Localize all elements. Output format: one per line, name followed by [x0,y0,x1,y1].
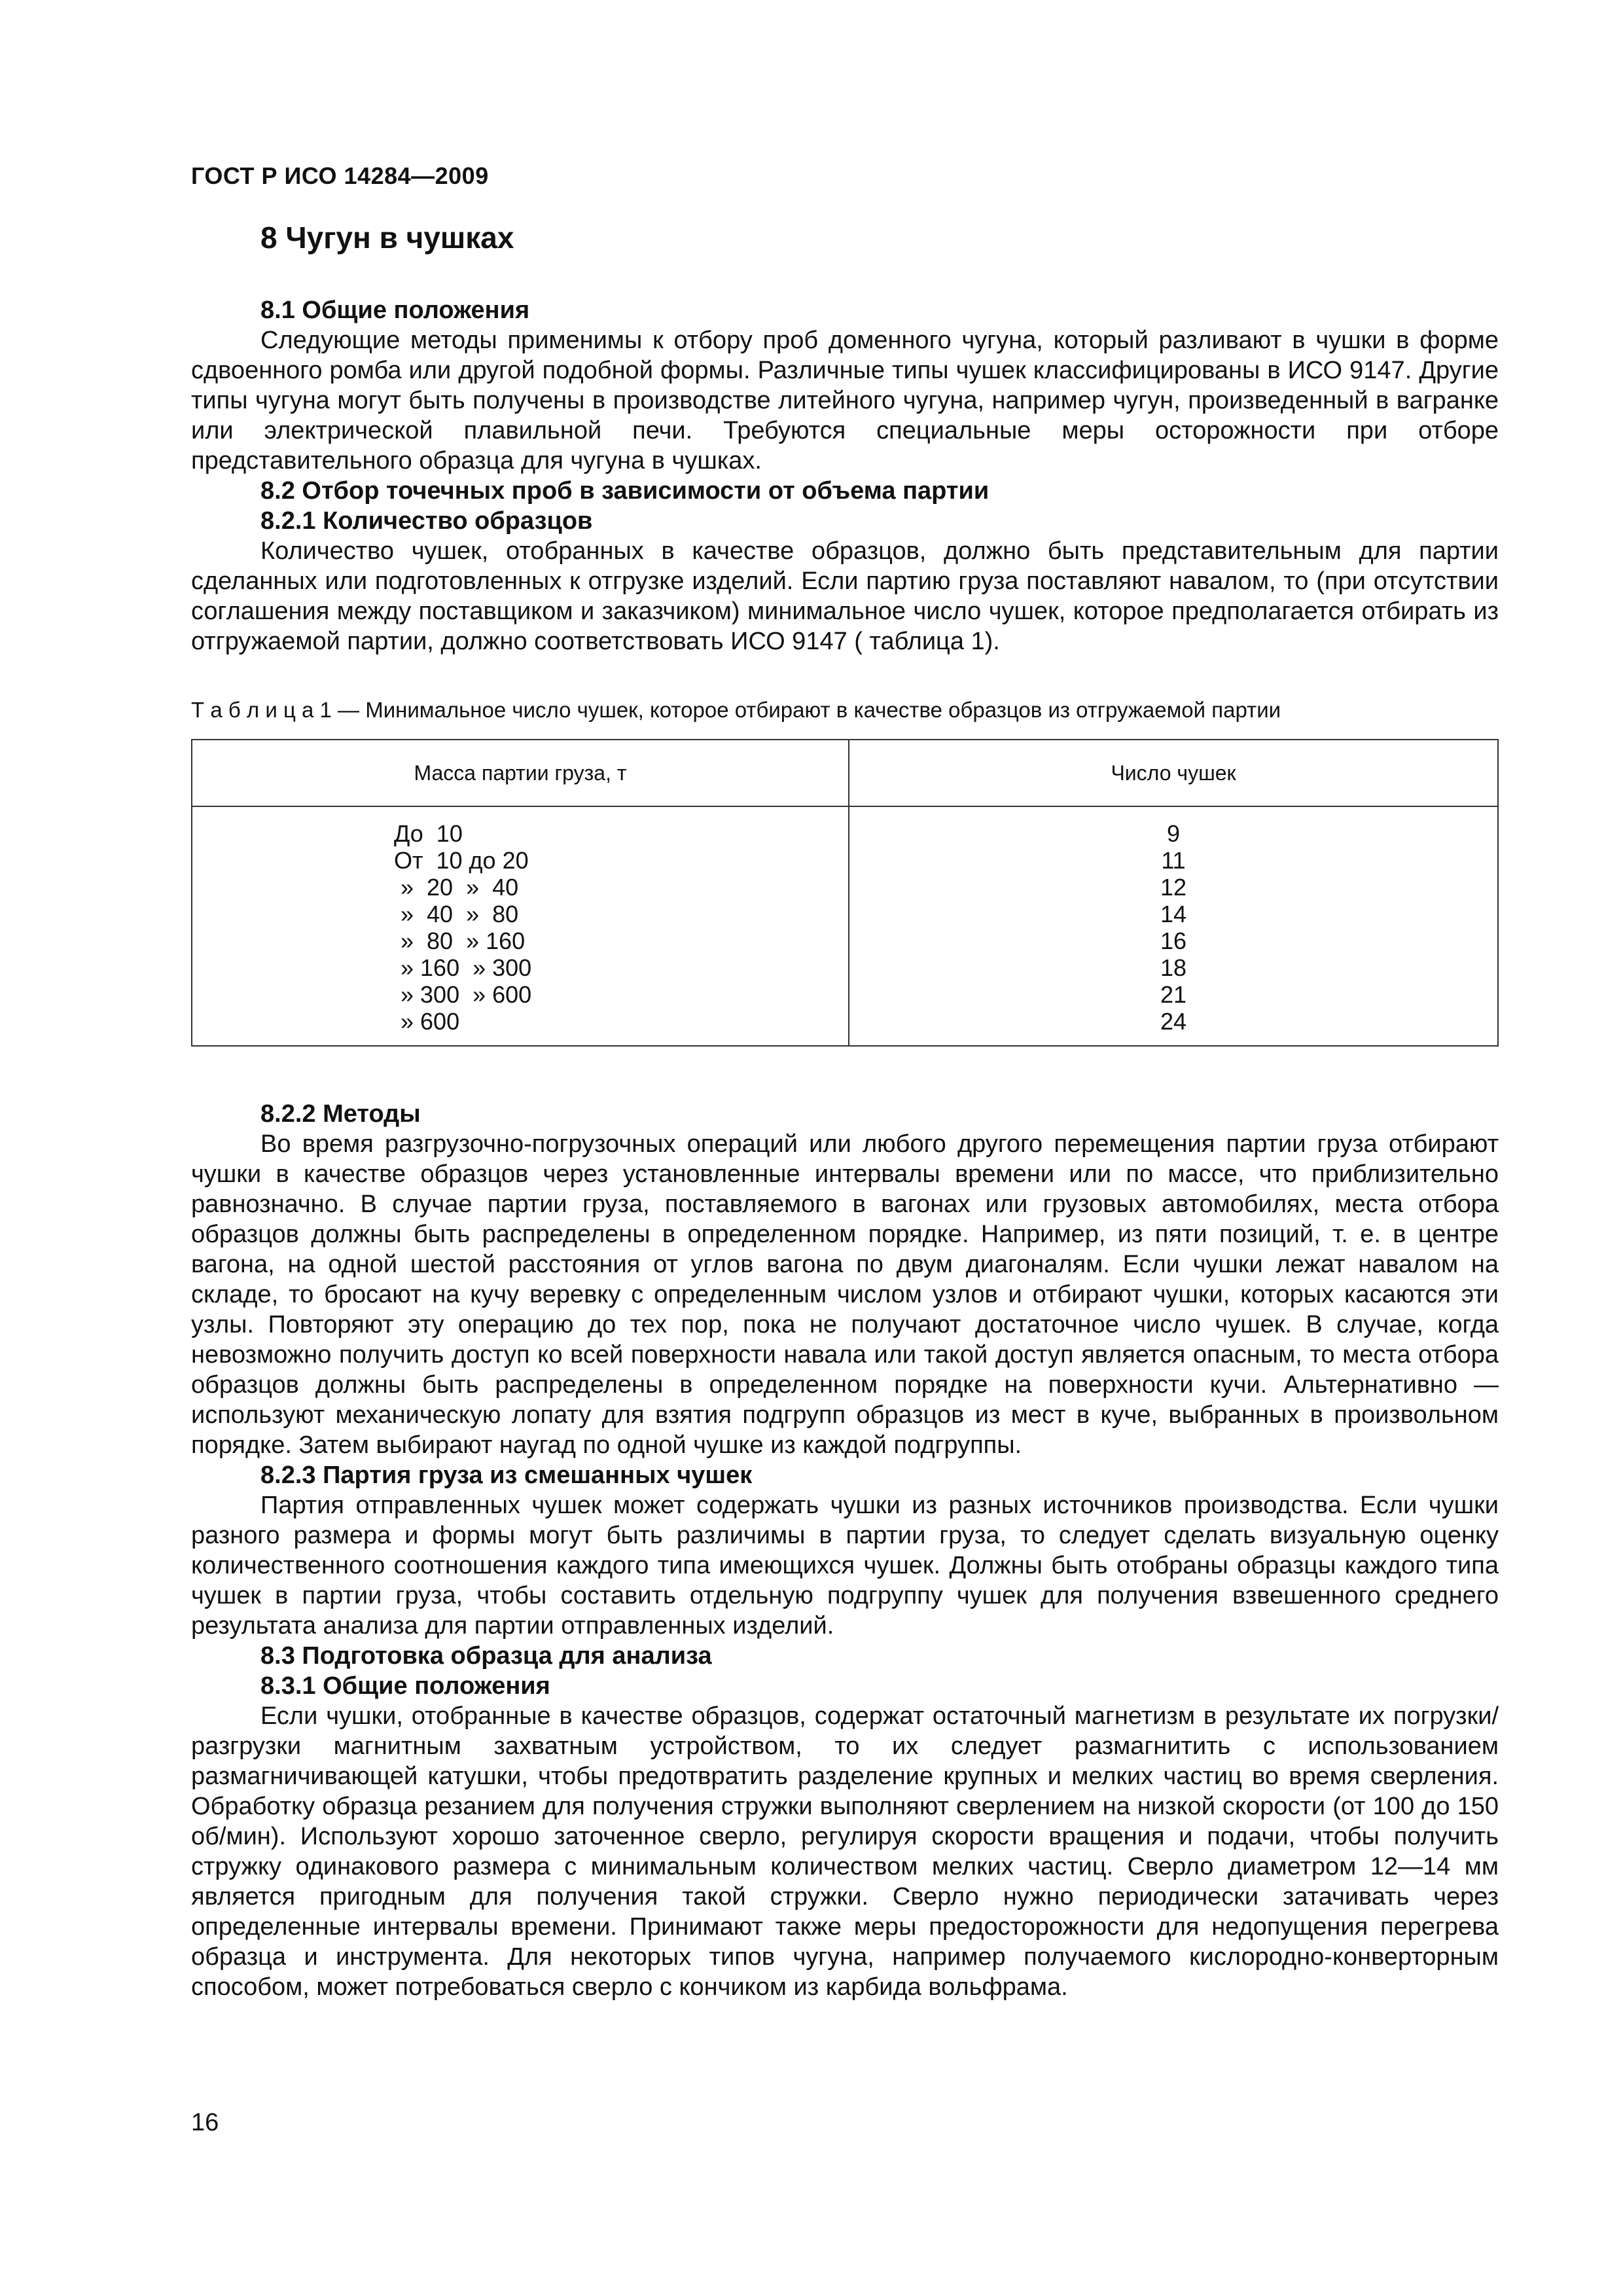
paragraph-8-2-3: Партия отправленных чушек может содержать чушки из разных источников производства. Если чушки разного размера и формы могут быть различимы в партии груза, то следует сделать визуальную оценку количественного соотношения каждого типа имеющихся чушек. Должны быть отобраны образцы каждого типа чушек в партии груза, чтобы составить отдельную подгруппу чушек для получения взвешенного среднего результата анализа для партии отправленных изделий. [191,1492,1499,1640]
column-header-mass: Масса партии груза, т [192,740,849,806]
column-header-count: Число чушек [849,740,1498,806]
heading-8-3: 8.3 Подготовка образца для анализа [260,1642,712,1670]
heading-8-2-1: 8.2.1 Количество образцов [260,507,593,535]
document-code: ГОСТ Р ИСО 14284—2009 [191,162,489,189]
section-title: 8 Чугун в чушках [260,221,514,255]
mass-cell: » 600 [394,1008,460,1035]
mass-cell: » 160 » 300 [394,954,532,981]
paragraph-8-2-2: Во время разгрузочно-погрузочных операций или любого другого перемещения партии груза отбирают чушки в качестве образцов через установленные интервалы времени или по массе, что приблизительно равнозначно. В случае партии груза, поставляемого в вагонах или грузовых автомобилях, места отбора образцов должны быть распределены в определенном порядке. Например, из пяти позиций, т. е. в центре вагона, на одной шестой расстояния от углов вагона по двум диагоналям. Если чушки лежат навалом на складе, то бросают на кучу веревку с определенным числом узлов и отбирают чушки, которых касаются эти узлы. Повторяют эту операцию до тех пор, пока не получают достаточное число чушек. В случае, когда невозможно получить доступ ко всей поверхности навала или такой доступ является опасным, то места отбора образцов должны быть распределены в определенном порядке на поверхности кучи. Альтернативно — используют механическую лопату для взятия подгрупп образцов из мест в куче, выбранных в произвольном порядке. Затем выбирают наугад по одной чушке из каждой подгруппы. [191,1130,1499,1459]
heading-8-2-2: 8.2.2 Методы [260,1100,421,1128]
mass-column [192,806,849,1046]
page-number: 16 [191,2109,219,2136]
table-caption: Т а б л и ц а 1 — Минимальное число чушек, которое отбирают в качестве образцов из отгружаемой партии [191,698,1281,722]
page-content [191,219,1499,2002]
heading-8-2: 8.2 Отбор точечных проб в зависимости от объема партии [260,477,990,505]
heading-8-2-3: 8.2.3 Партия груза из смешанных чушек [260,1462,753,1489]
table-header-row [192,740,1498,806]
count-cell: 21 [1160,981,1187,1008]
count-cell: 24 [1160,1008,1187,1035]
count-column [849,806,1498,1046]
paragraph-8-3-1: Если чушки, отобранные в качестве образцов, содержат остаточный магнетизм в результате их погрузки/разгрузки магнитным захватным устройством, то их следует размагнитить с использованием размагничивающей катушки, чтобы предотвратить разделение крупных и мелких частиц во время сверления. Обработку образца резанием для получения стружки выполняют сверлением на низкой скорости (от 100 до 150 об/мин). Используют хорошо заточенное сверло, регулируя скорости вращения и подачи, чтобы получить стружку одинакового размера с минимальным количеством мелких частиц. Сверло диаметром 12—14 мм является пригодным для получения такой стружки. Сверло нужно периодически затачивать через определенные интервалы времени. Принимают также меры предосторожности для недопущения перегрева образца и инструмента. Для некоторых типов чугуна, например получаемого кислородно-конверторным способом, может потребоваться сверло с кончиком из карбида вольфрама. [191,1702,1499,2001]
sample-count-table [191,739,1499,1047]
mass-cell: » 300 » 600 [394,981,532,1008]
count-cell: 18 [1160,954,1187,981]
mass-cell: » 80 » 160 [394,927,526,954]
paragraph-8-2-1: Количество чушек, отобранных в качестве образцов, должно быть представительным для партии сделанных или подготовленных к отгрузке изделий. Если партию груза поставляют навалом, то (при отсутствии соглашения между поставщиком и заказчиком) минимальное число чушек, которое предполагается отбирать из отгружаемой партии, должно соответствовать ИСО 9147 ( таблица 1). [191,537,1499,655]
count-cell: 11 [1161,847,1186,874]
count-cell: 12 [1160,874,1187,901]
paragraph-8-1: Следующие методы применимы к отбору проб доменного чугуна, который разливают в чушки в форме сдвоенного ромба или другой подобной формы. Различные типы чушек классифицированы в ИСО 9147. Другие типы чугуна могут быть получены в производстве литейного чугуна, например чугун, произведенный в вагранке или электрической плавильной печи. Требуются специальные меры осторожности при отборе представительного образца для чугуна в чушках. [191,327,1499,475]
count-cell: 14 [1160,901,1187,927]
heading-8-1: 8.1 Общие положения [260,296,530,324]
mass-cell: » 40 » 80 [394,901,519,927]
heading-8-3-1: 8.3.1 Общие положения [260,1672,550,1700]
count-cell: 16 [1160,927,1187,954]
mass-cell: » 20 » 40 [394,874,519,901]
mass-cell: До 10 [394,820,463,847]
count-cell: 9 [1166,820,1181,847]
table-body-row [192,806,1498,1046]
mass-cell: От 10 до 20 [394,847,529,874]
